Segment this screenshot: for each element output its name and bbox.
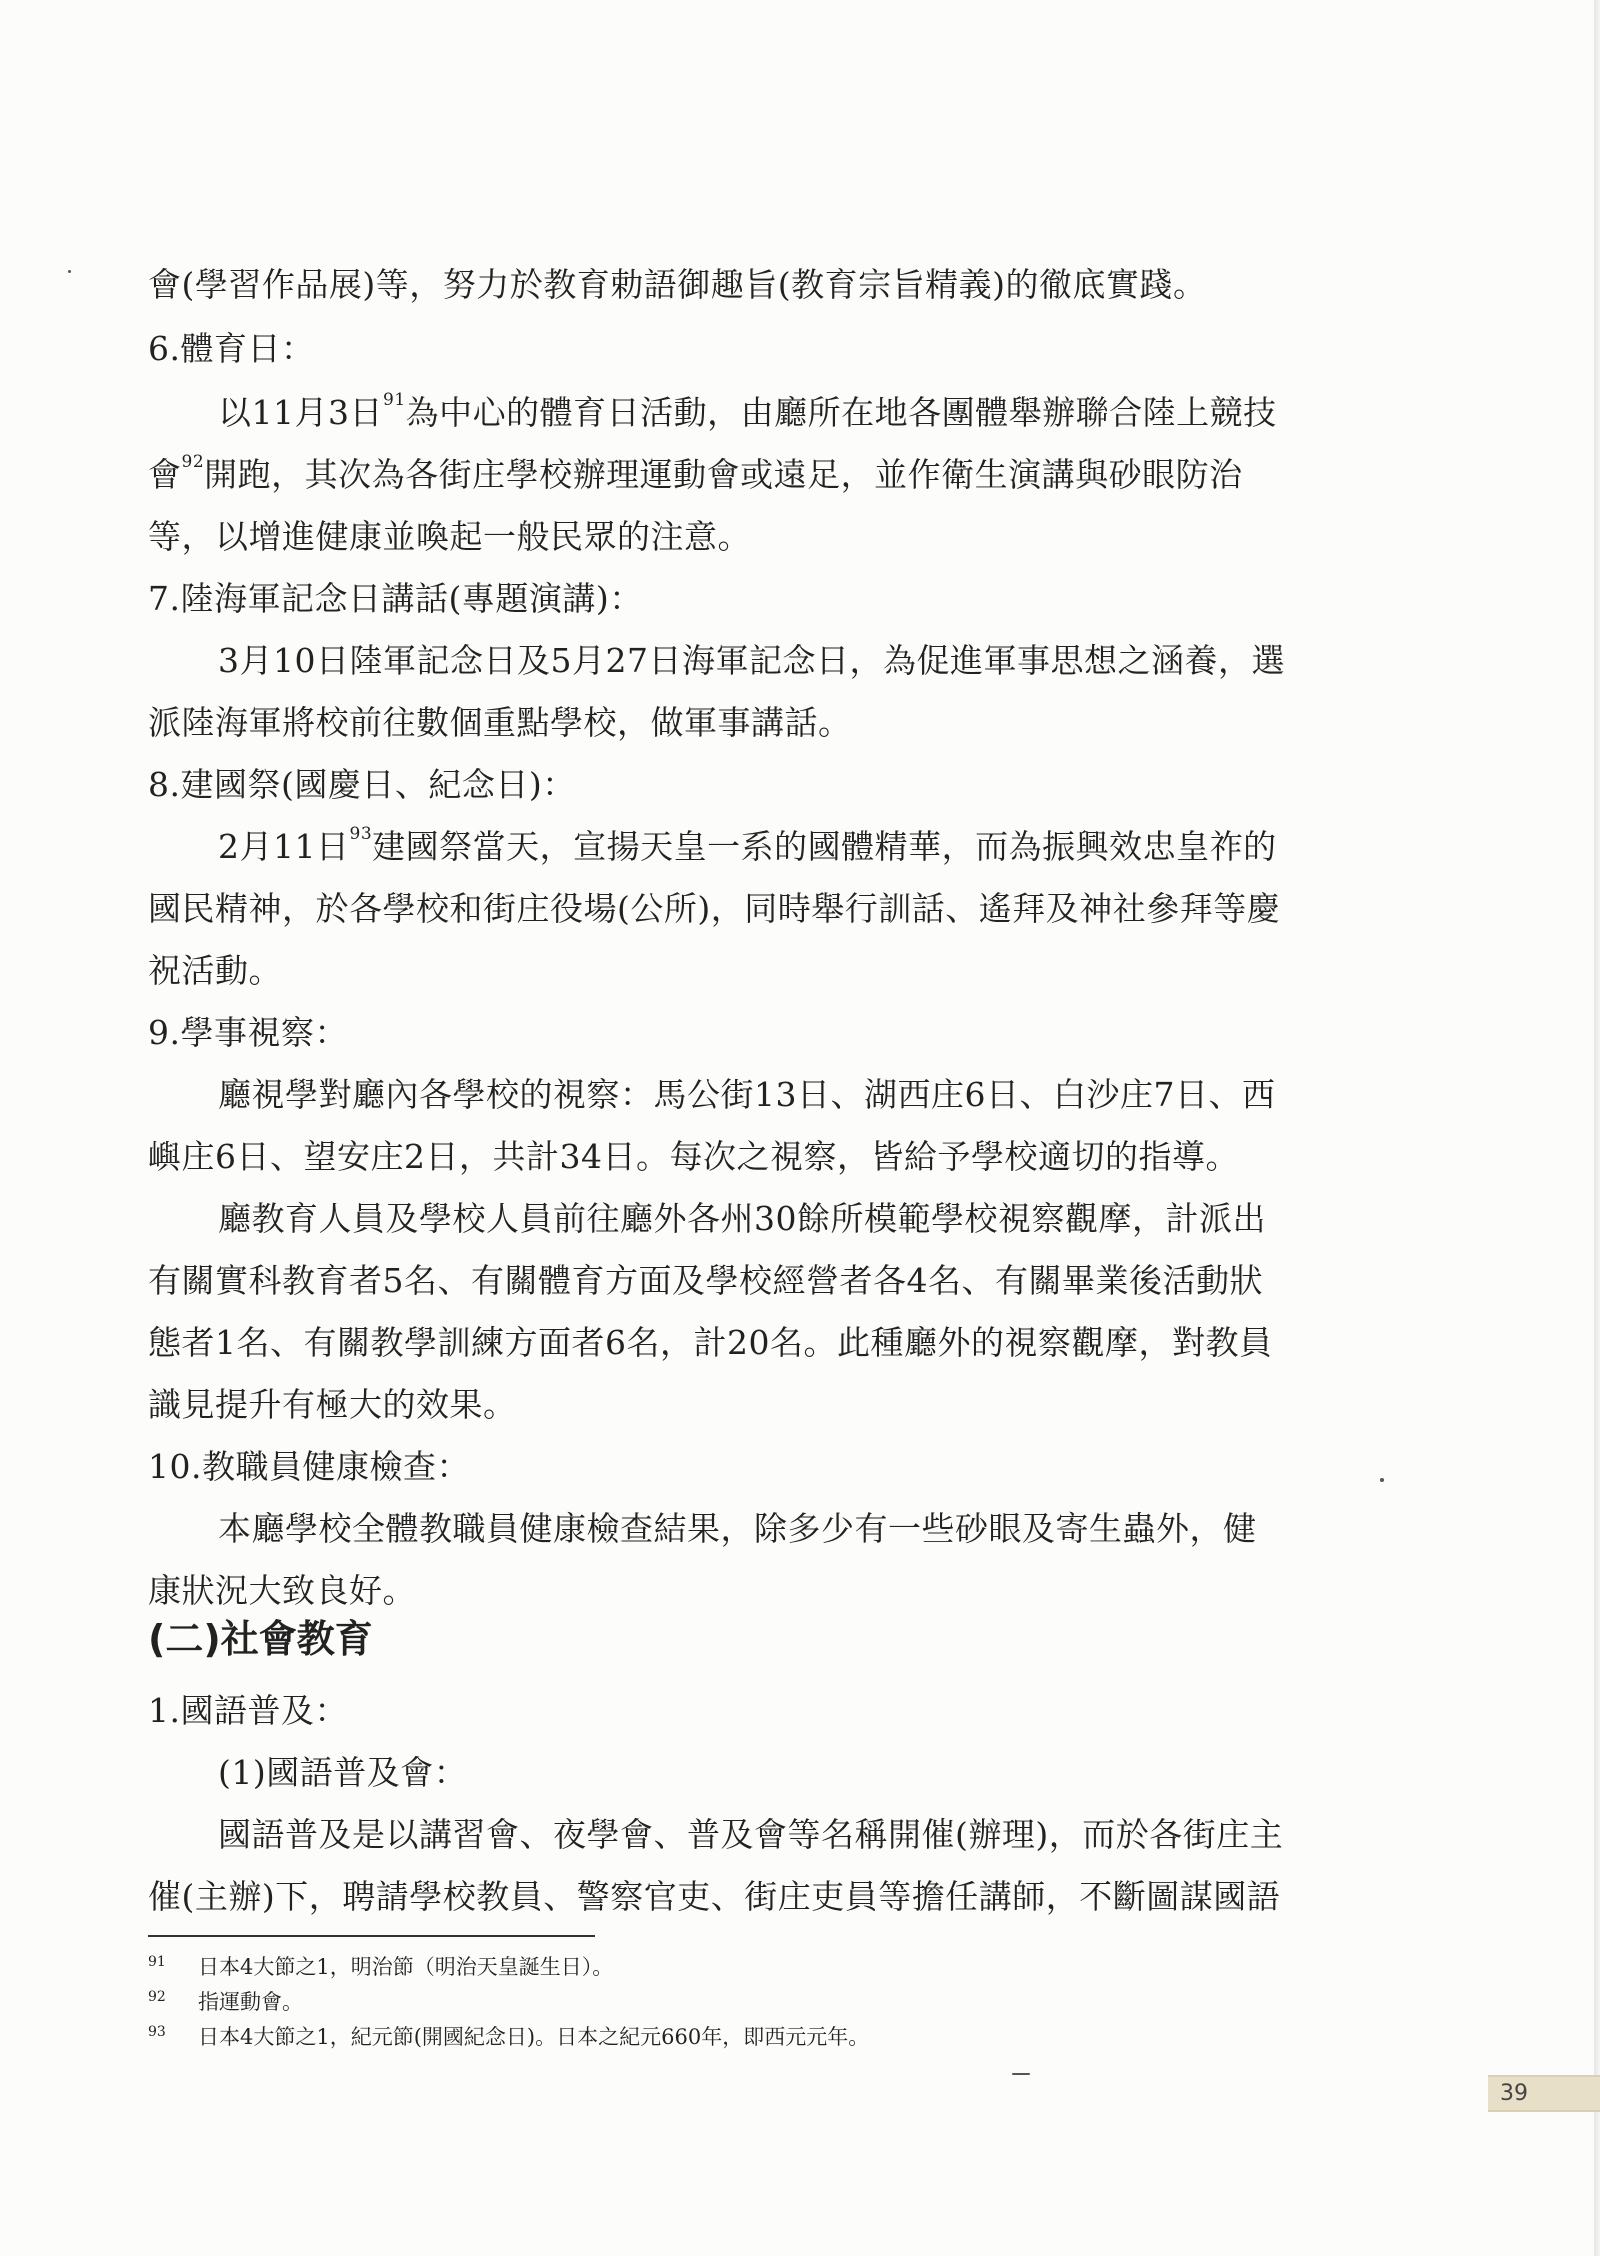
- footnote-ref-92[interactable]: 92: [181, 452, 205, 472]
- paragraph-line: 本廳學校全體教職員健康檢查結果，除多少有一些砂眼及寄生蟲外，健: [218, 1509, 1257, 1548]
- footnote-ref-91[interactable]: 91: [383, 390, 406, 410]
- scan-speck: [68, 270, 71, 273]
- line-text: 以11月3日: [218, 393, 383, 432]
- scan-speck: [1012, 2073, 1030, 2075]
- page-number: 39: [1500, 2081, 1528, 2106]
- footnote-number: 92: [148, 1989, 166, 2005]
- paragraph-line: 嶼庄6日、望安庄2日，共計34日。每次之視察，皆給予學校適切的指導。: [148, 1137, 1239, 1176]
- footnote-number: 91: [148, 1954, 166, 1970]
- line-text: 建國祭當天，宣揚天皇一系的國體精華，而為振興效忠皇祚的: [372, 827, 1277, 866]
- paragraph-line: 識見提升有極大的效果。: [148, 1385, 517, 1424]
- line-text: 會: [148, 455, 182, 494]
- footnote-91: [148, 1954, 614, 1979]
- item-heading-6: 6.體育日：: [148, 329, 315, 368]
- footnote-text: 日本4大節之1，紀元節(開國紀念日)。日本之紀元660年，即西元元年。: [198, 2025, 870, 2049]
- paragraph-line: 祝活動。: [148, 951, 282, 990]
- paragraph-line: 會(學習作品展)等，努力於教育勅語御趣旨(教育宗旨精義)的徹底實踐。: [148, 265, 1207, 304]
- line-text: 開跑，其次為各街庄學校辦理運動會或遠足，並作衛生演講與砂眼防治: [204, 455, 1243, 494]
- line-text: 為中心的體育日活動，由廳所在地各團體舉辦聯合陸上競技: [405, 393, 1277, 432]
- paragraph-line: 派陸海軍將校前往數個重點學校，做軍事講話。: [148, 703, 852, 742]
- paragraph-line: 康狀況大致良好。: [148, 1571, 416, 1610]
- item-heading-9: 9.學事視察：: [148, 1013, 348, 1052]
- scan-speck: [1380, 1478, 1384, 1482]
- footnote-number: 93: [148, 2024, 166, 2040]
- paragraph-line: [148, 452, 1243, 494]
- paragraph-line: 廳教育人員及學校人員前往廳外各州30餘所模範學校視察觀摩，計派出: [218, 1199, 1266, 1238]
- section-heading: (二)社會教育: [148, 1617, 373, 1661]
- paragraph-line: 有關實科教育者5名、有關體育方面及學校經營者各4名、有關畢業後活動狀: [148, 1261, 1263, 1300]
- line-text: 2月11日: [218, 827, 350, 866]
- footnote-92: [148, 1989, 303, 2014]
- paragraph-line: 等，以增進健康並喚起一般民眾的注意。: [148, 517, 751, 556]
- item-heading-8: 8.建國祭(國慶日、紀念日)：: [148, 765, 576, 804]
- subitem-heading: (1)國語普及會：: [218, 1753, 468, 1792]
- paragraph-line: 態者1名、有關教學訓練方面者6名，計20名。此種廳外的視察觀摩，對教員: [148, 1323, 1273, 1362]
- paragraph-line: 催(主辦)下，聘請學校教員、警察官吏、街庄吏員等擔任講師，不斷圖謀國語: [148, 1877, 1281, 1916]
- paragraph-line: 廳視學對廳內各學校的視察：馬公街13日、湖西庄6日、白沙庄7日、西: [218, 1075, 1276, 1114]
- item-heading-10: 10.教職員健康檢查：: [148, 1447, 470, 1486]
- page-number-tab: [1488, 2075, 1600, 2112]
- item-heading-7: 7.陸海軍記念日講話(專題演講)：: [148, 579, 643, 618]
- footnote-ref-93[interactable]: 93: [349, 824, 373, 844]
- footnote-divider: [148, 1935, 595, 1937]
- footnote-text: 日本4大節之1，明治節（明治天皇誕生日）。: [198, 1955, 614, 1979]
- paragraph-line: 3月10日陸軍記念日及5月27日海軍記念日，為促進軍事思想之涵養，選: [218, 641, 1285, 680]
- paragraph-line: 國民精神，於各學校和街庄役場(公所)，同時舉行訓話、遙拜及神社參拜等慶: [148, 889, 1281, 928]
- paragraph-line: 國語普及是以講習會、夜學會、普及會等名稱開催(辦理)，而於各街庄主: [218, 1815, 1284, 1854]
- footnote-93: [148, 2024, 870, 2049]
- item-heading-1: 1.國語普及：: [148, 1691, 348, 1730]
- paragraph-line: [218, 390, 1277, 432]
- paragraph-line: [218, 824, 1277, 866]
- footnote-text: 指運動會。: [198, 1990, 303, 2014]
